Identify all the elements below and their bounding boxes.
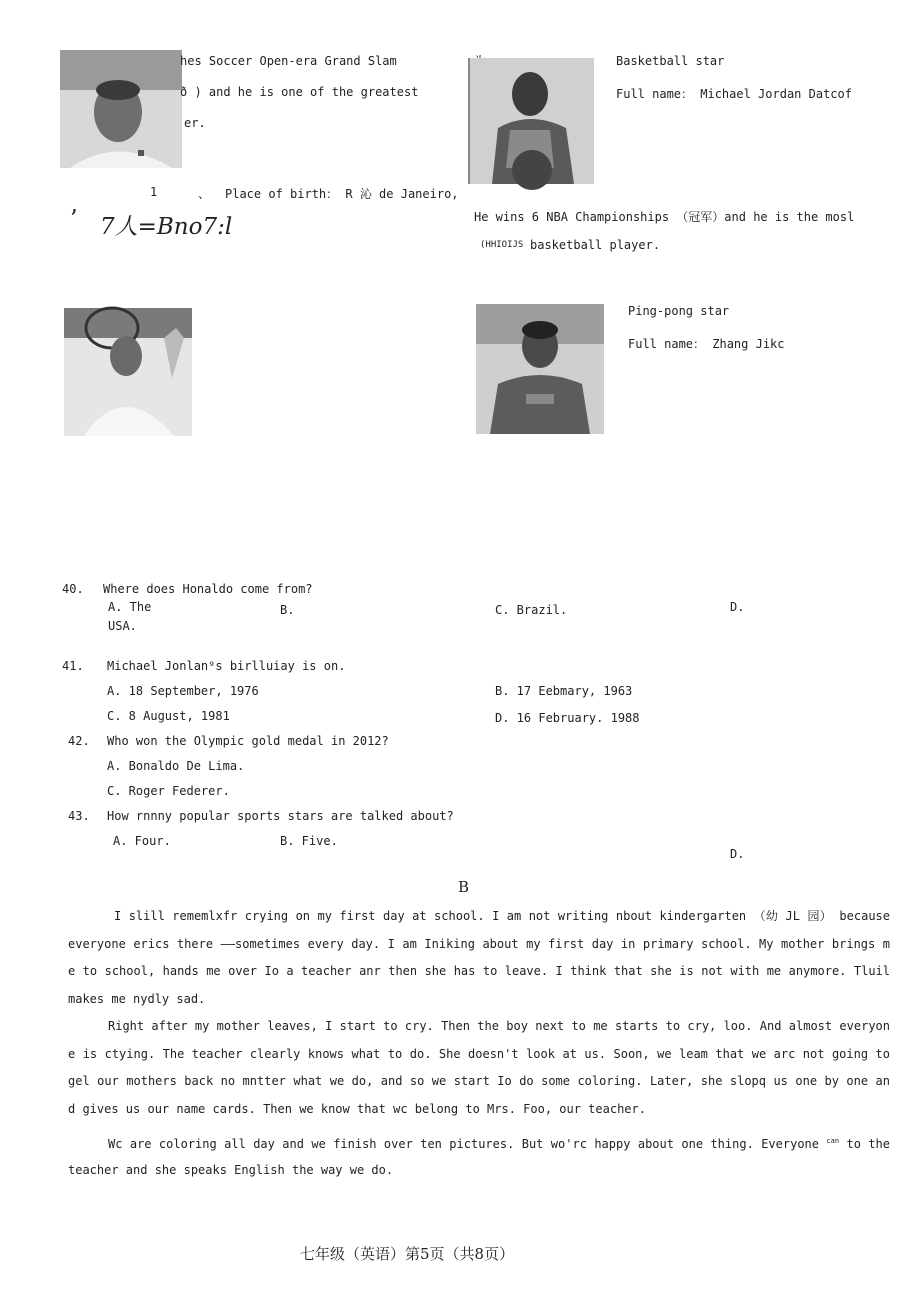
question-41-text: Michael Jonlan⁹s birlluiay is on. <box>107 659 346 673</box>
question-43-text: How rnnny popular sports stars are talked about? <box>107 809 454 823</box>
question-41-option-b[interactable]: B. 17 Eebmary, 1963 <box>495 684 633 698</box>
zhang-photo <box>476 304 604 434</box>
jordan-description-mark: (HHIOIJS <box>480 240 524 250</box>
passage-b-paragraph-3-small: can <box>826 1137 840 1145</box>
passage-b-paragraph-1 <box>68 903 890 1013</box>
jordan-description-1: He wins 6 NBA Championships （冠军）and he is the mosl <box>474 210 855 224</box>
question-41-number: 41. <box>62 659 84 673</box>
question-41-option-d[interactable]: D. 16 February. 1988 <box>495 711 640 725</box>
question-41-option-a[interactable]: A. 18 September, 1976 <box>107 684 259 698</box>
question-40-option-c[interactable]: C. Brazil. <box>495 603 568 617</box>
ronaldo-birth-separator: 、 <box>198 187 211 201</box>
ronaldo-line-3: er. <box>184 116 206 130</box>
jordan-title: Basketball star <box>616 54 725 68</box>
page-footer: 七年级（英语）第5页（共8页） <box>300 1245 515 1263</box>
question-42-text: Who won the Olympic gold medal in 2012? <box>107 734 389 748</box>
jordan-description-2: basketball player. <box>530 238 661 252</box>
question-40-option-a[interactable]: A. The <box>108 600 152 614</box>
passage-b-paragraph-3-text-b: to the teacher and she speaks English the way we do. <box>68 1137 890 1177</box>
question-43-option-b[interactable]: B. Five. <box>280 834 338 848</box>
question-41-option-c[interactable]: C. 8 August, 1981 <box>107 709 230 723</box>
question-40-option-b[interactable]: B. <box>280 603 295 617</box>
ronaldo-line-2: ð ) and he is one of the greatest <box>180 85 419 99</box>
passage-b-paragraph-3-text-a: Wc are coloring all day and we finish over ten pictures. But wo'rc happy about one thing. Everyone <box>108 1137 819 1151</box>
jordan-full-name: Full name： Michael Jordan Datcof <box>616 87 852 101</box>
question-42-number: 42. <box>68 734 90 748</box>
passage-b-paragraph-3 <box>68 1128 890 1183</box>
question-42-option-c[interactable]: C. Roger Federer. <box>107 784 230 798</box>
ronaldo-garble-mark: ’ <box>70 205 78 233</box>
question-40-option-d[interactable]: D. <box>730 600 745 614</box>
passage-b-paragraph-1-text: I slill rememlxfr crying on my first day at school. I am not writing nbout kindergarten （幼 JL 园） because everyone erics there ——sometimes every day. I am Iniking about my first day in primary school. My mother brings me to school, hands me over Io a teacher anr then she has to leave. I think that she is not with me anymore. Tluil makes me nydly sad. <box>68 909 890 1006</box>
passage-b-paragraph-2-text: Right after my mother leaves, I start to cry. Then the boy next to me starts to cry, loo. And almost everyone is ctying. The teacher clearly knows what to do. She doesn't look at us. Soon, we leam that we arc not going to gel our mothers back no mntter what we do, and so we start Io do some coloring. Later, she slopq us one by one and gives us our name cards. Then we know that wc belong to Mrs. Foo, our teacher. <box>68 1019 890 1116</box>
jordan-photo <box>468 58 594 184</box>
passage-b-heading: B <box>458 878 470 896</box>
question-40-option-a-cont: USA. <box>108 619 137 633</box>
question-43-option-d[interactable]: D. <box>730 847 745 861</box>
zhang-full-name: Full name： Zhang Jikc <box>628 337 785 351</box>
ronaldo-garble-text: 7人=Bno7:l <box>100 214 233 240</box>
ronaldo-line-1: hes Soccer Open-era Grand Slam <box>180 54 397 68</box>
passage-b-paragraph-2 <box>68 1013 890 1123</box>
question-43-number: 43. <box>68 809 90 823</box>
ronaldo-photo <box>60 50 182 168</box>
question-42-option-a[interactable]: A. Bonaldo De Lima. <box>107 759 245 773</box>
ronaldo-birth-place: Place of birth： R 沁 de Janeiro, <box>225 187 459 201</box>
question-40-text: Where does Honaldo come from? <box>103 582 313 596</box>
ronaldo-birth-number: 1 <box>150 185 158 199</box>
zhang-title: Ping-pong star <box>628 304 730 318</box>
question-43-option-a[interactable]: A. Four. <box>113 834 171 848</box>
question-40-number: 40. <box>62 582 84 596</box>
federer-photo <box>64 308 192 436</box>
